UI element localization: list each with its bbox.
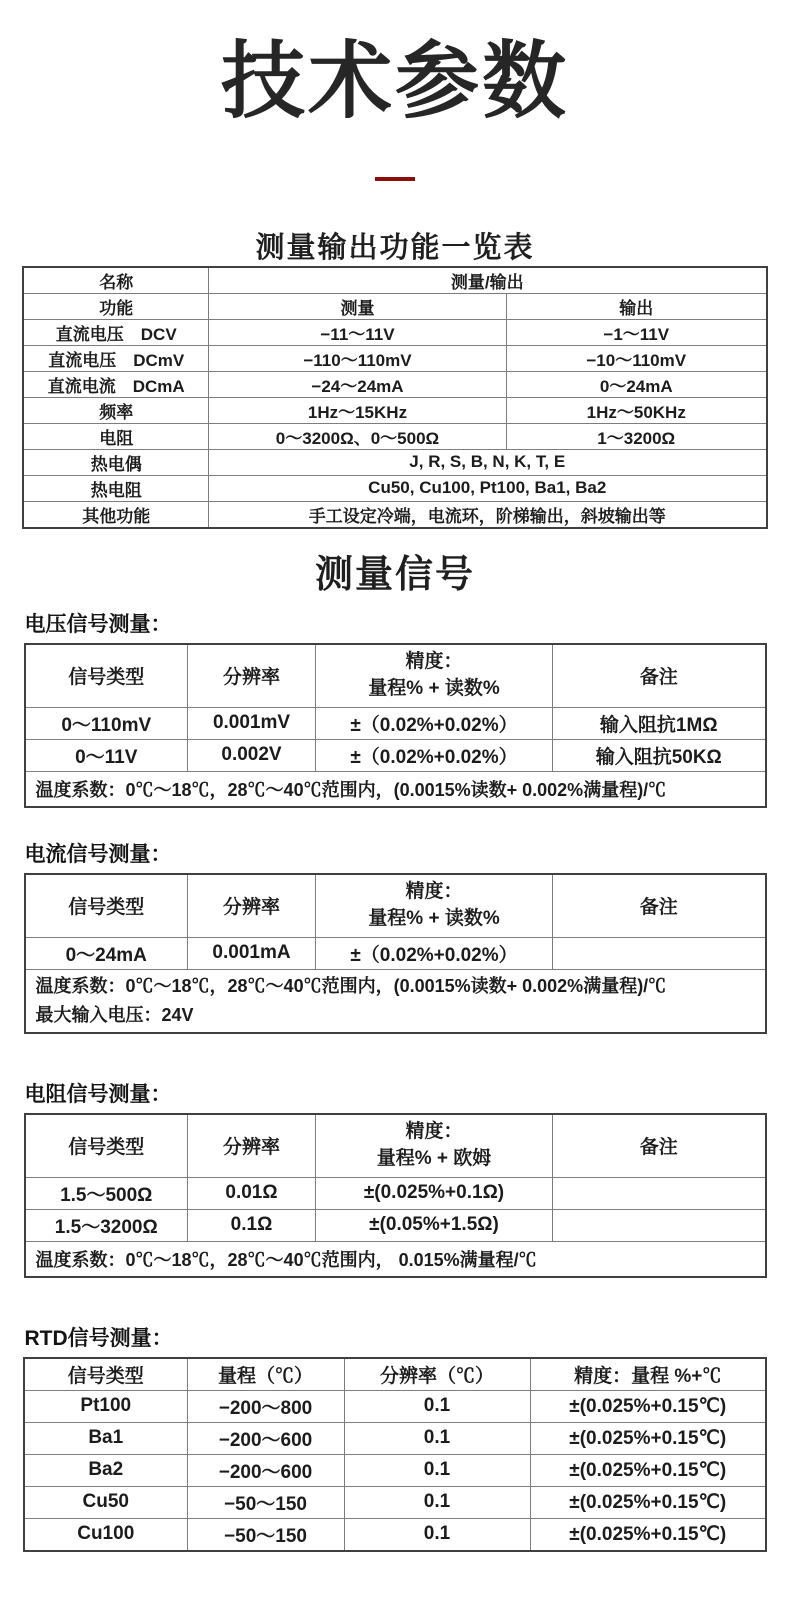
table-row [24, 1518, 766, 1551]
table-cell: ±（0.02%+0.02%） [316, 739, 553, 771]
accuracy-header-line2: 量程% + 欧姆 [376, 1147, 492, 1169]
table-cell: 0.1 [344, 1390, 530, 1422]
table-cell: 输入阻抗50KΩ [553, 739, 766, 771]
table-cell: ±（0.02%+0.02%） [316, 707, 553, 739]
table-cell: −1～11V [506, 319, 766, 345]
table-footer-row [25, 969, 766, 1033]
table-cell: J, R, S, B, N, K, T, E [208, 449, 766, 475]
table-row [23, 319, 766, 345]
table-row [24, 1390, 766, 1422]
resistance-table [24, 1113, 767, 1278]
table-cell: 0.001mV [188, 707, 316, 739]
table-row [23, 267, 766, 294]
accuracy-header-line2: 量程% + 读数% [368, 907, 500, 929]
rtd-section-label: RTD信号测量： [24, 1326, 173, 1350]
table-cell: 功能 [23, 293, 208, 319]
page-title: 技术参数 [220, 34, 569, 128]
table-cell: 1～3200Ω [506, 423, 766, 449]
header-cell: 信号类型 [25, 874, 188, 938]
table-row [25, 1177, 766, 1209]
title-divider [375, 177, 415, 181]
table-cell: 0.1 [344, 1518, 530, 1551]
table-footer-row [25, 771, 766, 807]
table-cell: 1Hz～15KHz [208, 397, 506, 423]
overview-table [22, 266, 767, 529]
table-cell: 输出 [506, 293, 766, 319]
header-cell: 分辨率 [188, 644, 316, 708]
table-header-row [24, 1358, 766, 1391]
footer-line: 温度系数：0℃～18℃，28℃～40℃范围内，(0.0015%读数+ 0.002%满量程)/℃ [35, 975, 667, 996]
table-cell: 0.002V [188, 739, 316, 771]
footer-cell: 温度系数：0℃～18℃，28℃～40℃范围内， 0.015%满量程/℃ [25, 1241, 766, 1277]
page-subtitle: 测量输出功能一览表 [255, 231, 535, 264]
header-cell: 量程（℃） [187, 1358, 344, 1391]
table-cell: 0～24mA [506, 371, 766, 397]
table-cell: 0.1 [344, 1486, 530, 1518]
header-cell [316, 874, 553, 938]
table-row [24, 1422, 766, 1454]
header-cell: 信号类型 [25, 644, 188, 708]
table-cell [553, 1177, 766, 1209]
table-cell: −50～150 [187, 1486, 344, 1518]
table-cell: 输入阻抗1MΩ [553, 707, 766, 739]
header-cell [316, 644, 553, 708]
table-cell: 频率 [23, 397, 208, 423]
table-cell: 0～24mA [25, 937, 188, 969]
table-cell: −11～11V [208, 319, 506, 345]
table-cell: 手工设定冷端，电流环，阶梯输出，斜坡输出等 [208, 501, 766, 528]
table-cell: ±(0.025%+0.15℃) [530, 1390, 766, 1422]
table-cell: −110～110mV [208, 345, 506, 371]
voltage-table [24, 643, 767, 808]
table-row [23, 449, 766, 475]
accuracy-header-line1: 精度： [405, 881, 463, 903]
table-cell: Cu50, Cu100, Pt100, Ba1, Ba2 [208, 475, 766, 501]
header-cell [316, 1114, 553, 1178]
current-table [24, 873, 767, 1034]
table-row [23, 423, 766, 449]
rtd-table [23, 1357, 767, 1552]
table-cell: ±(0.025%+0.1Ω) [316, 1177, 553, 1209]
table-cell: 0.1 [344, 1454, 530, 1486]
table-cell: 0.1 [344, 1422, 530, 1454]
table-cell: ±（0.02%+0.02%） [316, 937, 553, 969]
header-cell: 信号类型 [24, 1358, 187, 1391]
table-cell: 1Hz～50KHz [506, 397, 766, 423]
table-cell: 测量/输出 [208, 267, 766, 294]
header-cell: 分辨率（℃） [344, 1358, 530, 1391]
header-cell: 分辨率 [188, 874, 316, 938]
table-cell: 1.5～3200Ω [25, 1209, 188, 1241]
table-cell: −10～110mV [506, 345, 766, 371]
table-row [23, 501, 766, 528]
current-section-label: 电流信号测量： [24, 842, 172, 866]
header-cell: 备注 [553, 874, 766, 938]
table-cell: 0.1Ω [188, 1209, 316, 1241]
table-cell: Cu100 [24, 1518, 187, 1551]
header-cell: 备注 [553, 644, 766, 708]
table-cell: 0～11V [25, 739, 188, 771]
footer-line: 最大输入电压：24V [35, 1004, 194, 1025]
table-cell: ±(0.025%+0.15℃) [530, 1422, 766, 1454]
table-cell: ±(0.025%+0.15℃) [530, 1454, 766, 1486]
table-row [23, 397, 766, 423]
table-cell: ±(0.025%+0.15℃) [530, 1518, 766, 1551]
section-title: 测量信号 [314, 553, 475, 596]
table-cell: 0.001mA [188, 937, 316, 969]
table-cell [553, 937, 766, 969]
table-row [23, 345, 766, 371]
table-row [24, 1486, 766, 1518]
table-row [23, 475, 766, 501]
header-cell: 备注 [553, 1114, 766, 1178]
table-row [23, 293, 766, 319]
accuracy-header-line2: 量程% + 读数% [368, 677, 500, 699]
table-row [25, 1209, 766, 1241]
table-cell: ±(0.05%+1.5Ω) [316, 1209, 553, 1241]
table-header-row [25, 1114, 766, 1178]
resistance-section-label: 电阻信号测量： [24, 1082, 172, 1106]
voltage-section-label: 电压信号测量： [24, 612, 172, 636]
table-cell: Ba1 [24, 1422, 187, 1454]
table-cell: 直流电流 DCmA [23, 371, 208, 397]
header-cell: 信号类型 [25, 1114, 188, 1178]
header-cell: 分辨率 [188, 1114, 316, 1178]
table-cell: 0～110mV [25, 707, 188, 739]
table-row [25, 739, 766, 771]
table-cell: −50～150 [187, 1518, 344, 1551]
footer-cell: 温度系数：0℃～18℃，28℃～40℃范围内，(0.0015%读数+ 0.002%满量程)/℃ [25, 771, 766, 807]
table-cell: −200～800 [187, 1390, 344, 1422]
table-cell: 直流电压 DCmV [23, 345, 208, 371]
table-header-row [25, 644, 766, 708]
table-cell [553, 1209, 766, 1241]
table-cell: 其他功能 [23, 501, 208, 528]
table-cell: Cu50 [24, 1486, 187, 1518]
table-cell: −200～600 [187, 1422, 344, 1454]
footer-cell [25, 969, 766, 1033]
table-cell: 测量 [208, 293, 506, 319]
table-cell: Ba2 [24, 1454, 187, 1486]
table-cell: 热电阻 [23, 475, 208, 501]
table-footer-row [25, 1241, 766, 1277]
table-cell: −200～600 [187, 1454, 344, 1486]
table-row [24, 1454, 766, 1486]
table-cell: 电阻 [23, 423, 208, 449]
table-cell: ±(0.025%+0.15℃) [530, 1486, 766, 1518]
table-cell: 0.01Ω [188, 1177, 316, 1209]
header-cell: 精度：量程 %+℃ [530, 1358, 766, 1391]
table-row [23, 371, 766, 397]
table-cell: −24～24mA [208, 371, 506, 397]
table-cell: Pt100 [24, 1390, 187, 1422]
table-cell: 热电偶 [23, 449, 208, 475]
accuracy-header-line1: 精度： [405, 1121, 463, 1143]
accuracy-header-line1: 精度： [405, 651, 463, 673]
spec-sheet-page [0, 36, 790, 1612]
table-cell: 直流电压 DCV [23, 319, 208, 345]
table-header-row [25, 874, 766, 938]
table-row [25, 937, 766, 969]
table-cell: 0～3200Ω、0～500Ω [208, 423, 506, 449]
table-cell: 名称 [23, 267, 208, 294]
table-row [25, 707, 766, 739]
table-cell: 1.5～500Ω [25, 1177, 188, 1209]
